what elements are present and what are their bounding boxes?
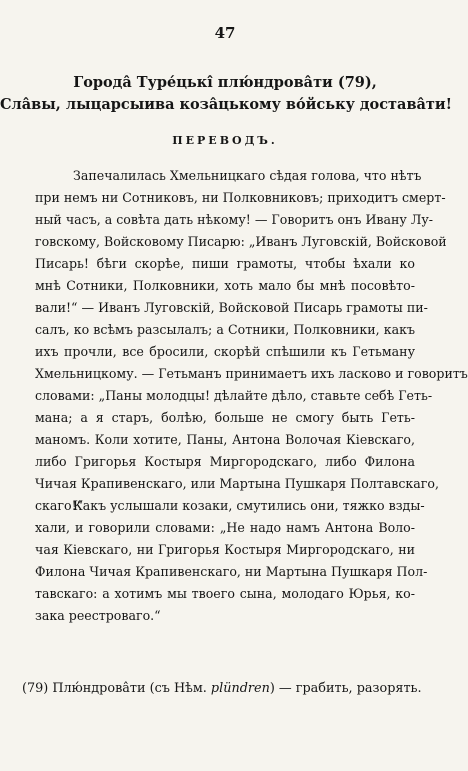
paragraph-2	[35, 495, 428, 627]
footnote-german-word: plündren	[210, 681, 270, 696]
text-line: скаго!“	[35, 498, 84, 513]
text-line: говскому, Войсковому Писарю: „Иванъ Луговскій, Войсковой	[35, 234, 447, 249]
text-line: вали!“ — Иванъ Луговскій, Войсковой Писарь грамоты пи-	[35, 300, 428, 315]
text-line: словами: „Паны молодцы! дѣлайте дѣло, ставьте себѣ Геть-	[35, 388, 433, 403]
text-line: Филона Чичая Крапивенскаго, ни Мартына Пушкаря Пол-	[35, 564, 428, 579]
verse-line-2: Сла̂вы, лыцарсыива коза̂цькому во́йську достава̂ти!	[0, 96, 453, 113]
text-line: ный часъ, а совѣта дать нѣкому! — Говоритъ онъ Ивану Лу-	[35, 212, 434, 227]
text-line: чая Кіевскаго, ни Григорья Костыря Миргородскаго, ни	[35, 542, 415, 557]
text-line: Какъ услышали козаки, смутились они, тяжко взды-	[73, 498, 425, 513]
verse-line-1: Города̂ Туре́цькі̂ плю́ндрова̂ти (79),	[73, 74, 377, 91]
text-line: мана; а я старъ, болѣю, больше не смогу быть Геть-	[35, 410, 415, 425]
text-line: Чичая Крапивенскаго, или Мартына Пушкаря Полтавскаго,	[35, 476, 439, 491]
text-line: хали, и говорили словами: „Не надо намъ Антона Воло-	[35, 520, 415, 535]
translation-heading: ПЕРЕВОДЪ.	[172, 134, 278, 147]
text-line: салъ, ко всѣмъ разсылалъ; а Сотники, Полковники, какъ	[35, 322, 415, 337]
page-number: 47	[214, 24, 236, 42]
text-line: тавскаго: а хотимъ мы твоего сына, молодаго Юрья, ко-	[35, 586, 415, 601]
text-line: ихъ прочли, все бросили, скорѣй спѣшили къ Гетьману	[35, 344, 415, 359]
text-line: Хмельницкому. — Гетьманъ принимаетъ ихъ ласково и говоритъ	[35, 366, 468, 381]
text-line: маномъ. Коли хотите, Паны, Антона Волочая Кіевскаго,	[35, 432, 415, 447]
footnote-definition: ) — грабить, разорять.	[269, 681, 422, 696]
text-line: либо Григорья Костыря Миргородскаго, либо Филона	[35, 454, 415, 469]
text-line: Писарь! бѣги скорѣе, пиши грамоты, чтобы ѣхали ко	[35, 256, 415, 271]
footnote-text: (79) Плю́ндрова̂ти (съ Нѣм.	[22, 681, 211, 696]
text-line: зака реестроваго.“	[35, 608, 161, 623]
footnote	[22, 681, 422, 696]
paragraph-1	[35, 165, 468, 517]
text-line: мнѣ Сотники, Полковники, хоть мало бы мнѣ посовѣто-	[35, 278, 415, 293]
text-line: при немъ ни Сотниковъ, ни Полковниковъ; приходитъ смерт-	[35, 190, 446, 205]
text-line: Запечалилась Хмельницкаго сѣдая голова, что нѣтъ	[73, 168, 422, 183]
